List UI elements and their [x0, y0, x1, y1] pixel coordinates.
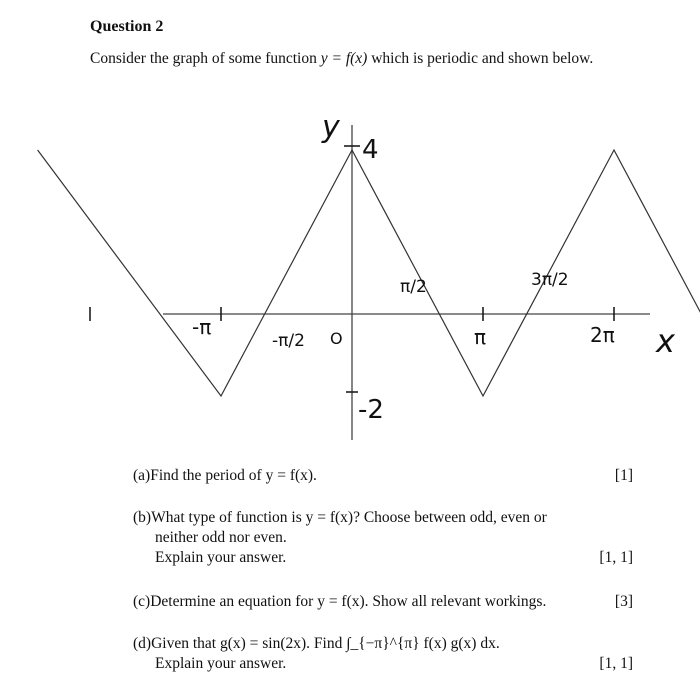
tick-label-neg-pi: -π: [192, 315, 212, 339]
part-b-text-2: neither odd nor even.: [155, 529, 287, 546]
x-axis-label: x: [656, 322, 675, 360]
intro-text-end: which is periodic and shown below.: [367, 50, 594, 67]
part-d-text-2: Explain your answer.: [155, 655, 287, 672]
part-a: [133, 466, 633, 486]
tick-label-3pi-half: 3π/2: [531, 270, 569, 290]
origin-label: O: [330, 329, 343, 348]
part-d-marks: [1, 1]: [599, 655, 633, 672]
part-c-marks: [3]: [614, 593, 633, 610]
part-b: [133, 508, 633, 568]
intro-text-start: Consider the graph of some function: [90, 50, 321, 67]
part-b-text-1: What type of function is y = f(x)? Choose between odd, even or: [151, 509, 547, 526]
tick-label-neg-pi-half: -π/2: [272, 331, 305, 351]
intro-math: y = f(x): [320, 50, 368, 67]
tick-label-pi: π: [474, 325, 487, 349]
part-d-label: (d): [133, 635, 152, 652]
part-b-marks: [1, 1]: [599, 549, 633, 566]
part-b-label: (b): [133, 509, 152, 526]
part-b-text-3: Explain your answer.: [155, 549, 287, 566]
y-axis-label: y: [322, 110, 340, 145]
part-d-text: Given that g(x) = sin(2x). Find ∫_{−π}^{π} f(x) g(x) dx.: [151, 635, 500, 652]
tick-label-pi-half: π/2: [400, 277, 427, 297]
part-a-marks: [1]: [614, 467, 633, 484]
part-c: [133, 592, 633, 612]
part-a-text: Find the period of y = f(x).: [150, 467, 317, 484]
y-max-label: 4: [362, 135, 379, 165]
tick-label-2pi: 2π: [590, 323, 615, 347]
part-c-label: (c): [133, 593, 151, 610]
part-c-text: Determine an equation for y = f(x). Show all relevant workings.: [150, 593, 547, 610]
part-d: [133, 634, 633, 674]
question-title: Question 2: [90, 18, 164, 35]
part-a-label: (a): [133, 467, 151, 484]
periodic-function-line: [38, 150, 700, 396]
y-min-label: -2: [358, 395, 384, 425]
